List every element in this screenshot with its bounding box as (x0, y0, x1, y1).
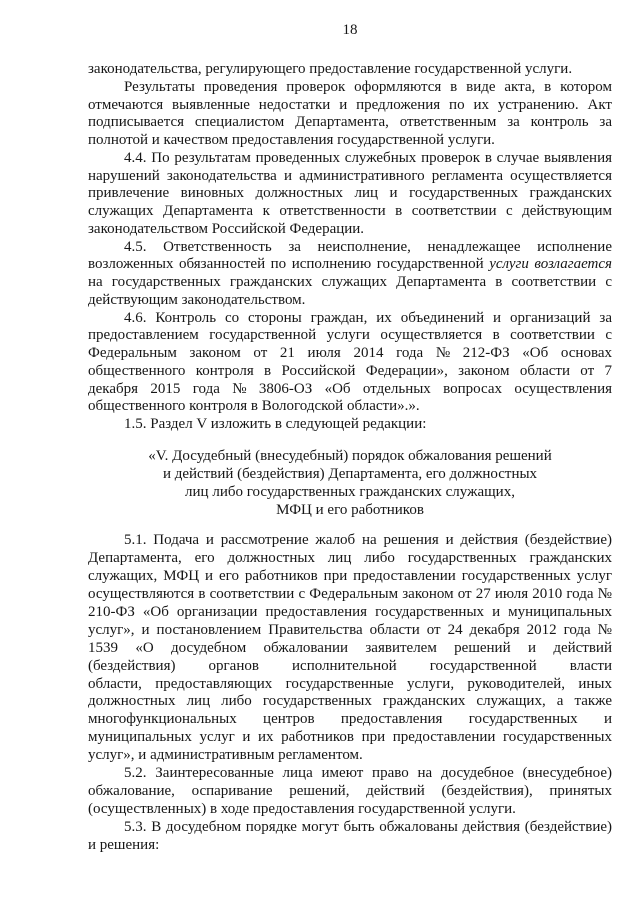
text-line: служащих Департамента к ответственности в соответствии с действующим (88, 203, 612, 219)
text-line: Федеральным законом от 21 июля 2014 года № 212-ФЗ «Об основах (88, 345, 612, 361)
paragraph (88, 61, 612, 79)
text-line: привлечение виновных должностных лиц и государственных гражданских (88, 185, 612, 202)
text-line: Результаты проведения проверок оформляются в виде акта, в котором (124, 78, 612, 95)
text-line: (бездействия) органов исполнительной государственной власти (88, 657, 612, 674)
text-line: многофункциональных центров предоставления государственных и (88, 711, 612, 728)
text-block-bottom (88, 532, 612, 855)
text-line: законодательством Российской Федерации. (88, 220, 365, 237)
text-line: 4.4. По результатам проведенных служебных проверок в случае выявления (124, 149, 612, 166)
text-line: осуществляются в соответствии с Федеральным законом от 27 июля 2010 года № (88, 585, 612, 602)
text-line: (осуществленных) в ходе предоставления государственной услуги. (88, 801, 516, 818)
paragraph (88, 150, 612, 239)
paragraph (88, 532, 612, 765)
italic-text-span: услуги возлагается (489, 256, 613, 273)
text-span: возложенных обязанностей по исполнению государственной (88, 256, 484, 273)
text-line: на государственных гражданских служащих Департамента в соответствии с (88, 274, 612, 290)
text-line: служащих, МФЦ и его работников при предоставлении государственных услуг (88, 567, 612, 584)
text-line: 1.5. Раздел V изложить в следующей редакции: (124, 416, 427, 432)
text-line (88, 256, 612, 274)
page-number: 18 (342, 22, 358, 38)
text-line: действующим законодательством. (88, 291, 306, 308)
text-line: 5.1. Подача и рассмотрение жалоб на решения и действия (бездействие) (124, 532, 612, 548)
heading-line: лиц либо государственных гражданских служащих, (185, 484, 515, 500)
text-line: муниципальных услуг и их работников при предоставлении государственных (88, 729, 612, 746)
paragraph (88, 310, 612, 417)
text-line: предоставлением государственной услуги осуществляется в соответствии с (88, 327, 612, 344)
text-line: услуг», и постановлением Правительства области от 24 декабря 2012 года № (88, 621, 612, 638)
paragraph (88, 416, 612, 434)
text-line: 1539 «О досудебном обжаловании заявителем решений и действий (88, 639, 612, 656)
section-heading (88, 447, 612, 519)
text-line: 5.3. В досудебном порядке могут быть обжалованы действия (бездействие) (124, 819, 612, 835)
text-line: области, предоставляющих государственные услуги, руководителей, иных (88, 675, 612, 692)
heading-line: МФЦ и его работников (276, 502, 424, 518)
heading-line: «V. Досудебный (внесудебный) порядок обжалования решений (148, 448, 552, 464)
text-line: услуг», и административным регламентом. (88, 747, 363, 764)
text-line: 5.2. Заинтересованные лица имеют право на досудебное (внесудебное) (124, 765, 612, 782)
text-line: отмечаются выявленные недостатки и предложения по их устранению. Акт (88, 96, 612, 113)
text-line: подписывается специалистом Департамента, ответственным за контроль за (88, 114, 612, 131)
text-line: 4.6. Контроль со стороны граждан, их объединений и организаций за (124, 309, 612, 326)
text-line: и решения: (88, 836, 160, 853)
text-line: общественного контроля в Российской Федерации», законом области от 7 (88, 362, 612, 379)
text-line: законодательства, регулирующего предоставление государственной услуги. (88, 61, 573, 77)
paragraph (88, 765, 612, 819)
text-block-top (88, 61, 612, 434)
text-line: декабря 2015 года № 3806-ОЗ «Об отдельных вопросах осуществления (88, 380, 612, 397)
text-line: общественного контроля в Вологодской области».». (88, 398, 420, 415)
text-line: нарушений законодательства и административного регламента осуществляется (88, 167, 612, 184)
text-line: Департамента, его должностных лиц либо государственных гражданских (88, 549, 612, 566)
text-line: 4.5. Ответственность за неисполнение, ненадлежащее исполнение (124, 238, 612, 255)
text-line: 210-ФЗ «Об организации предоставления государственных и муниципальных (88, 603, 612, 620)
paragraph (88, 819, 612, 855)
text-line: должностных лиц либо государственных гражданских служащих, а также (88, 693, 612, 710)
paragraph (88, 239, 612, 310)
text-line: обжалование, оспаривание решений, действий (бездействия), принятых (88, 783, 612, 800)
text-line: полнотой и качеством предоставления государственной услуги. (88, 132, 495, 148)
paragraph (88, 79, 612, 150)
heading-line: и действий (бездействия) Департамента, его должностных (162, 466, 538, 482)
